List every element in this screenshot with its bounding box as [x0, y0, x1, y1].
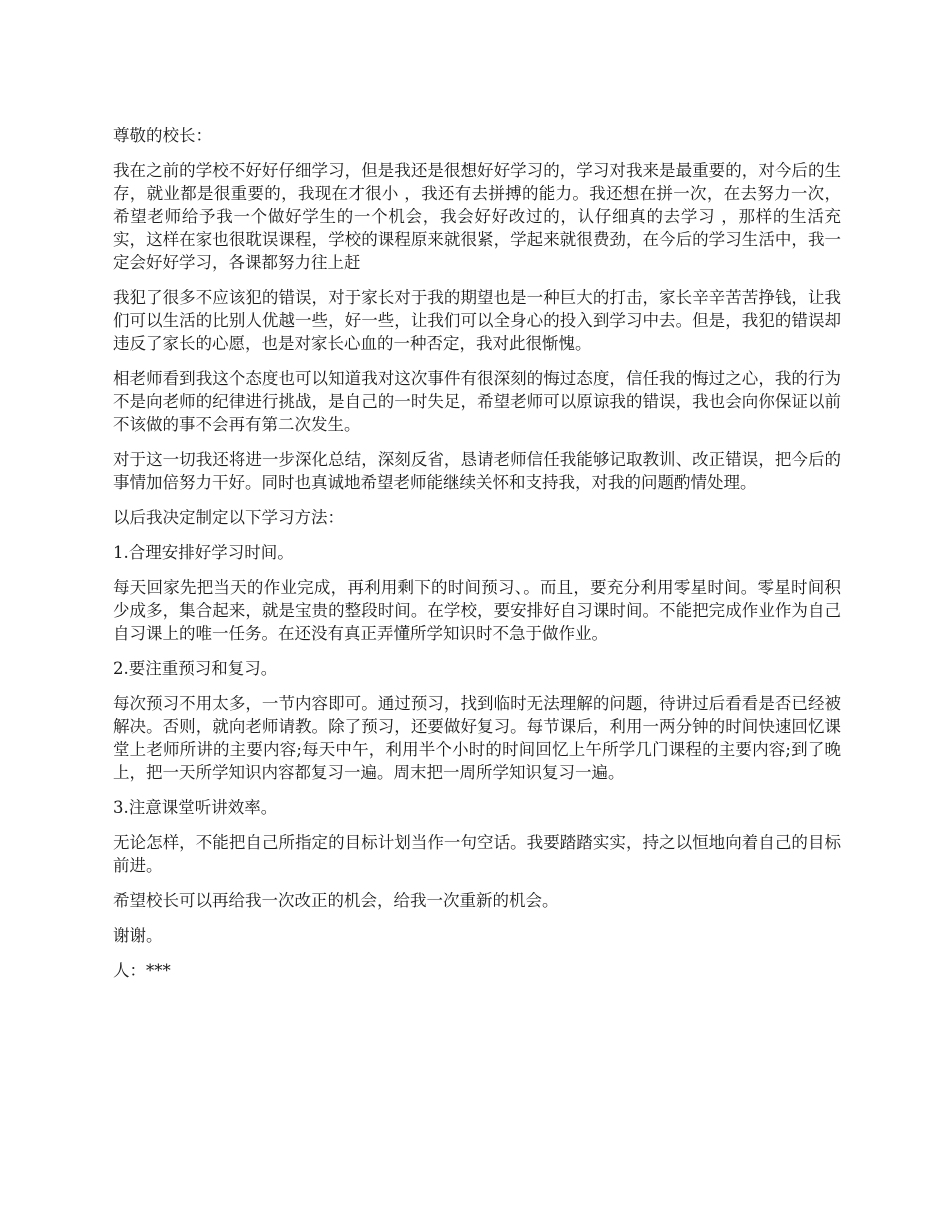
salutation: 尊敬的校长： — [113, 126, 212, 145]
method-body-2: 每次预习不用太多，一节内容即可。通过预习，找到临时无法理解的问题，待讲过后看看是否已经被解决。否则，就向老师请教。除了预习，还要做好复习。每节课后，利用一两分钟的时间快速回忆课堂上老师所讲的主要内容;每天中午，利用半个小时的时间回忆上午所学几门课程的主要内容;到了晚上，把一天所学知识内容都复习一遍。周末把一周所学知识复习一遍。 — [113, 694, 841, 782]
closing: 谢谢。 — [113, 926, 163, 945]
paragraph-methods-intro: 以后我决定制定以下学习方法： — [113, 508, 344, 527]
paragraph-attitude: 相老师看到我这个态度也可以知道我对这次事件有很深刻的悔过态度，信任我的悔过之心，我的行为不是向老师的纪律进行挑战，是自己的一时失足，希望老师可以原谅我的错误，我也会向你保证以前不该做的事不会再有第二次发生。 — [113, 369, 841, 434]
paragraph-reflection: 对于这一切我还将进一步深化总结，深刻反省，恳请老师信任我能够记取教训、改正错误，把今后的事情加倍努力干好。同时也真诚地希望老师能继续关怀和支持我，对我的问题酌情处理。 — [113, 450, 841, 492]
letter-document — [113, 124, 841, 994]
method-body-1: 每天回家先把当天的作业完成，再利用剩下的时间预习、。而且，要充分利用零星时间。零星时间积少成多，集合起来，就是宝贵的整段时间。在学校，要安排好自习课时间。不能把完成作业作为自己自习课上的唯一任务。在还没有真正弄懂所学知识时不急于做作业。 — [113, 578, 841, 643]
signature: 人：*** — [113, 961, 171, 980]
paragraph-mistakes: 我犯了很多不应该犯的错误，对于家长对于我的期望也是一种巨大的打击，家长辛辛苦苦挣钱，让我们可以生活的比别人优越一些，好一些，让我们可以全身心的投入到学习中去。但是，我犯的错误却违反了家长的心愿，也是对家长心血的一种否定，我对此很惭愧。 — [113, 288, 841, 353]
method-body-3: 无论怎样，不能把自己所指定的目标计划当作一句空话。我要踏踏实实，持之以恒地向着自己的目标前进。 — [113, 833, 841, 875]
method-heading-2: 2.要注重预习和复习。 — [113, 659, 278, 678]
method-heading-1: 1.合理安排好学习时间。 — [113, 543, 294, 562]
paragraph-request: 希望校长可以再给我一次改正的机会，给我一次重新的机会。 — [113, 891, 559, 910]
method-heading-3: 3.注意课堂听讲效率。 — [113, 798, 278, 817]
paragraph-intro: 我在之前的学校不好好仔细学习，但是我还是很想好好学习的，学习对我来是最重要的，对今后的生存，就业都是很重要的，我现在才很小 ，我还有去拼搏的能力。我还想在拼一次，在去努力一次，希望老师给予我一个做好学生的一个机会，我会好好改过的，认仔细真的去学习 ，那样的生活充实，这样在家也很耽误课程，学校的课程原来就很紧，学起来就很费劲，在今后的学习生活中，我一定会好好学习，各课都努力往上赶 — [113, 161, 841, 272]
